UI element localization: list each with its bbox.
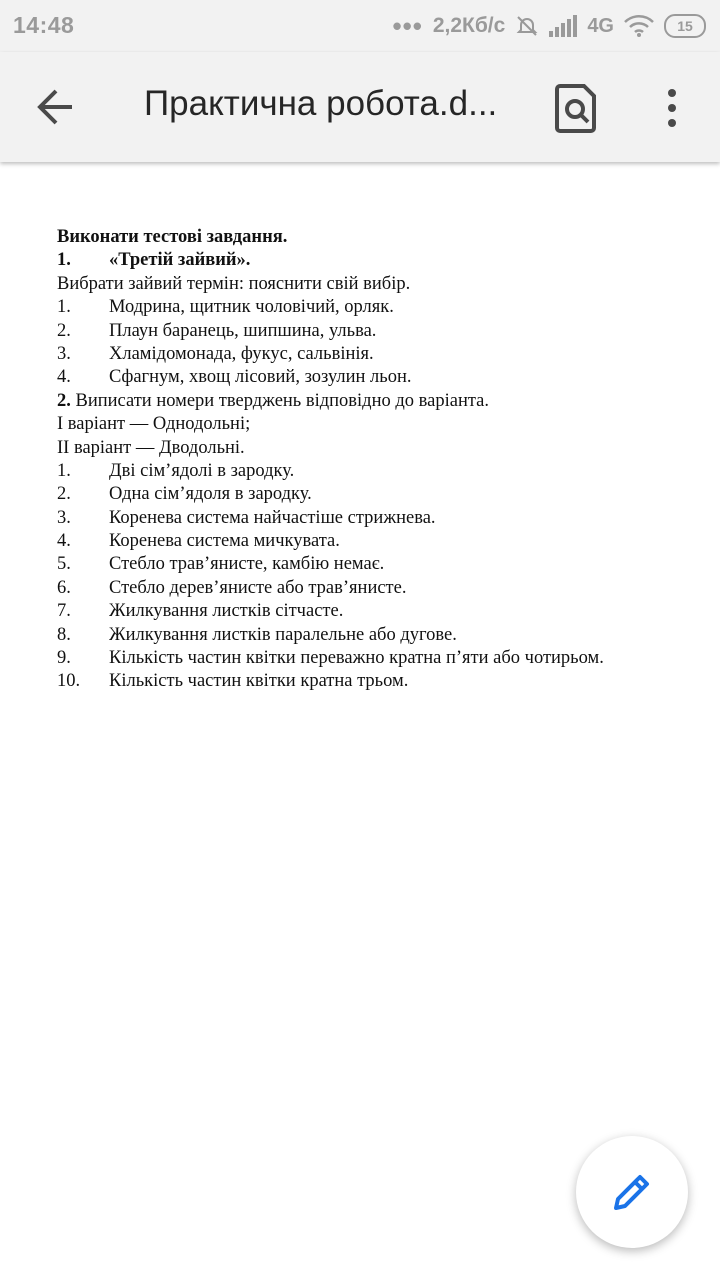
list-item: [57, 320, 687, 343]
item-text: Плаун баранець, шипшина, ульва.: [109, 320, 377, 341]
item-text: Кількість частин квітки кратна трьом.: [109, 671, 409, 692]
item-number: 4.: [57, 531, 71, 552]
item-number: 2.: [57, 320, 71, 341]
task2-heading: [57, 390, 687, 413]
task1-heading: [57, 249, 687, 272]
item-text: Сфагнум, хвощ лісовий, зозулин льон.: [109, 367, 412, 388]
item-text: Жилкування листків паралельне або дугове.: [109, 624, 457, 645]
edit-button[interactable]: [576, 1136, 688, 1248]
find-in-page-button[interactable]: [550, 82, 604, 136]
list-item: [57, 530, 687, 553]
item-number: 4.: [57, 367, 71, 388]
battery-indicator: 15: [664, 14, 706, 38]
list-item: [57, 647, 687, 670]
item-number: 2.: [57, 484, 71, 505]
document-title: Практична робота.d...: [144, 84, 498, 123]
alarm-off-icon: [515, 14, 539, 38]
arrow-back-icon: [30, 85, 78, 129]
item-text: Коренева система мичкувата.: [109, 531, 340, 552]
item-number: 3.: [57, 507, 71, 528]
item-number: 1.: [57, 297, 71, 318]
edit-pencil-icon: [610, 1170, 654, 1214]
list-item: [57, 460, 687, 483]
item-number: 10.: [57, 671, 81, 692]
status-bar: [0, 0, 720, 52]
item-text: Хламідомонада, фукус, сальвінія.: [109, 343, 374, 364]
item-number: 3.: [57, 343, 71, 364]
list-item: [57, 343, 687, 366]
item-text: Модрина, щитник чоловічий, орляк.: [109, 297, 394, 318]
notification-dots: •••: [392, 11, 423, 41]
more-options-button[interactable]: [652, 84, 692, 132]
item-number: 9.: [57, 648, 71, 669]
item-text: Коренева система найчастіше стрижнева.: [109, 507, 436, 528]
list-item: [57, 553, 687, 576]
item-text: Дві сім’ядолі в зародку.: [109, 460, 295, 481]
item-number: 7.: [57, 601, 71, 622]
back-button[interactable]: [30, 85, 78, 129]
item-text: Одна сім’ядоля в зародку.: [109, 484, 312, 505]
list-item: [57, 624, 687, 647]
list-item: [57, 483, 687, 506]
item-text: Жилкування листків сітчасте.: [109, 601, 344, 622]
list-item: [57, 296, 687, 319]
task1-number: 1.: [57, 250, 71, 271]
more-vert-icon: [652, 84, 692, 132]
variant-1: І варіант — Однодольні;: [57, 414, 251, 435]
app-bar: [0, 52, 720, 162]
list-item: [57, 507, 687, 530]
list-item: [57, 577, 687, 600]
document-body: [57, 226, 687, 694]
list-item: [57, 600, 687, 623]
task1-title: «Третій зайвий».: [109, 250, 251, 271]
variant-2: ІІ варіант — Дводольні.: [57, 437, 245, 458]
doc-heading: Виконати тестові завдання.: [57, 227, 288, 247]
item-number: 8.: [57, 624, 71, 645]
task2-text: Виписати номери тверджень відповідно до варіанта.: [70, 390, 490, 411]
signal-icon: [549, 15, 577, 37]
item-text: Стебло дерев’янисте або трав’янисте.: [109, 577, 407, 598]
item-number: 1.: [57, 460, 71, 481]
item-text: Стебло трав’янисте, камбію немає.: [109, 554, 385, 575]
list-item: [57, 366, 687, 389]
item-text: Кількість частин квітки переважно кратна п’яти або чотирьом.: [109, 648, 604, 669]
find-in-page-icon: [550, 82, 604, 136]
task2-number: 2.: [57, 390, 71, 411]
item-number: 6.: [57, 577, 71, 598]
status-time: 14:48: [13, 12, 75, 38]
list-item: [57, 670, 687, 693]
status-icons: [393, 10, 707, 42]
item-number: 5.: [57, 554, 71, 575]
task1-instruction: Вибрати зайвий термін: пояснити свій вибір.: [57, 273, 411, 294]
network-type: 4G: [587, 14, 614, 37]
wifi-icon: [624, 15, 654, 37]
network-speed: 2,2Кб/с: [432, 14, 506, 37]
